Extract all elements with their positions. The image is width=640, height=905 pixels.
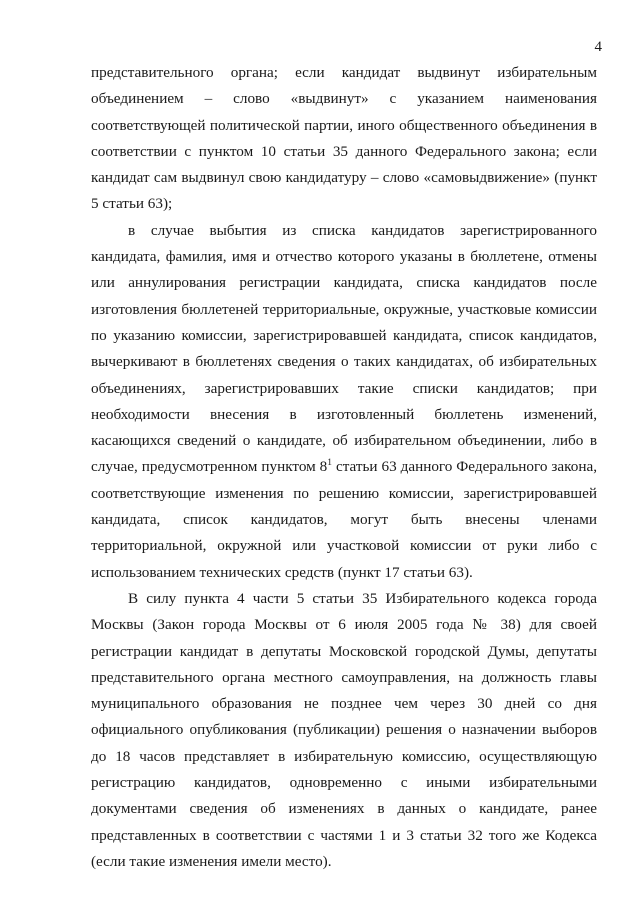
document-body [91, 60, 597, 875]
paragraph-text-before-superscript: в случае выбытия из списка кандидатов зарегистрированного кандидата, фамилия, имя и отчество которого указаны в бюллетене, отмены или аннулирования регистрации кандидата, списка кандидатов после изготовления бюллетеней территориальные, окружные, участковые комиссии по указанию комиссии, зарегистрировавшей кандидата, список кандидатов, вычеркивают в бюллетенях сведения о таких кандидатах, об избирательных объединениях, зарегистрировавших такие списки кандидатов; при необходимости внесения в изготовленный бюллетень изменений, касающихся сведений о кандидате, об избирательном объединении, либо в случае, предусмотренном пунктом 8 [91, 221, 597, 476]
paragraph-ballot-nomination: представительного органа; если кандидат выдвинут избирательным объединением – слово «выдвинут» с указанием наименования соответствующей политической партии, иного общественного объединения в соответствии с пунктом 10 статьи 35 данного Федерального закона; если кандидат сам выдвинул свою кандидатуру – слово «самовыдвижение» (пункт 5 статьи 63); [91, 64, 597, 213]
paragraph-moscow-electoral-code: В силу пункта 4 части 5 статьи 35 Избирательного кодекса города Москвы (Закон города Москвы от 6 июля 2005 года № 38) для своей регистрации кандидат в депутаты Московской городской Думы, депутаты представительного органа местного самоуправления, на должность главы муниципального образования не позднее чем через 30 дней со дня официального опубликования (публикации) решения о назначении выборов до 18 часов представляет в избирательную комиссию, осуществляющую регистрацию кандидатов, одновременно с иными избирательными документами сведения об изменениях в данных о кандидате, ранее представленных в соответствии с частями 1 и 3 статьи 32 того же Кодекса (если такие изменения имели место). [91, 589, 597, 870]
paragraph-candidate-withdrawal [91, 218, 597, 586]
superscript-number: 1 [327, 458, 333, 469]
page-number: 4 [594, 39, 602, 55]
paragraph-text-after-superscript: статьи 63 данного Федерального закона, соответствующие изменения по решению комиссии, зарегистрировавшей кандидата, список кандидатов, могут быть внесены членами территориальной, окружной или участковой комиссии от руки либо с использованием технических средств (пункт 17 статьи 63). [91, 458, 597, 581]
